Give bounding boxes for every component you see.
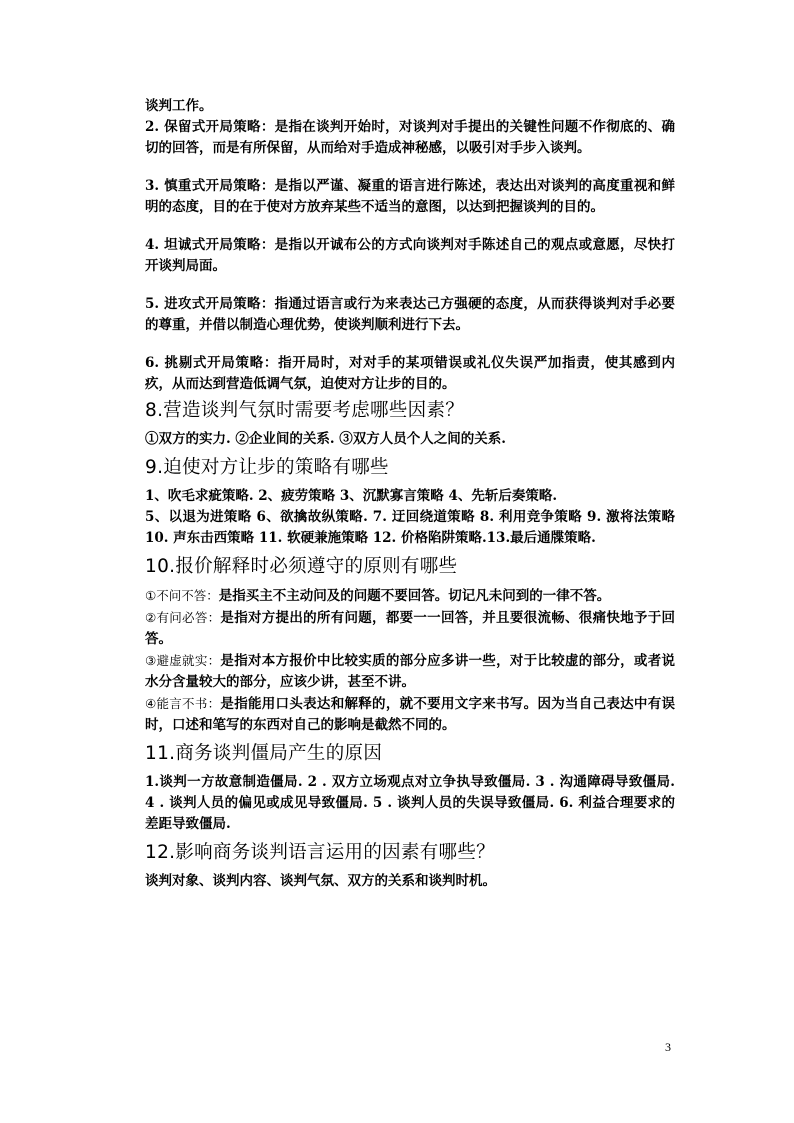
q10-item-4-text: 是指能用口头表达和解释的，就不要用文字来书写。因为当自己表达中有误时，口述和笔写的东西对自己的影响是截然不同的。 (145, 696, 675, 733)
q9-line-1: 1、吹毛求疵策略. 2、疲劳策略 3、沉默寡言策略 4、先斩后奏策略. (145, 488, 558, 504)
q10-item-3-label: ③避虚就实： (145, 653, 221, 668)
strategy-4: 4. 坦诚式开局策略：是指以开诚布公的方式向谈判对手陈述自己的观点或意愿，尽快打开谈判局面。 (145, 237, 675, 274)
q12-answer: 谈判对象、谈判内容、谈判气氛、双方的关系和谈判时机。 (145, 873, 496, 889)
q9-line-2: 5、以退为进策略 6、欲擒故纵策略. 7. 迂回绕道策略 8. 利用竞争策略 9. 激将法策略 10. 声东击西策略 11. 软硬兼施策略 12. 价格陷阱策略.13.最后通牒策略. (145, 509, 675, 546)
strategy-5: 5. 进攻式开局策略：指通过语言或行为来表达己方强硬的态度，从而获得谈判对手必要的尊重，并借以制造心理优势，使谈判顺利进行下去。 (145, 296, 675, 333)
strategy-3: 3. 慎重式开局策略：是指以严谨、凝重的语言进行陈述，表达出对谈判的高度重视和鲜明的态度，目的在于使对方放弃某些不适当的意图，以达到把握谈判的目的。 (145, 178, 675, 215)
strategy-6: 6. 挑剔式开局策略：指开局时，对对手的某项错误或礼仪失误严加指责，使其感到内疚，从而达到营造低调气氛，迫使对方让步的目的。 (145, 355, 675, 392)
q10-item-3 (145, 650, 675, 693)
q10-heading: 10.报价解释时必须遵守的原则有哪些 (145, 556, 458, 577)
q10-item-4 (145, 693, 675, 736)
q8-answer: ①双方的实力. ②企业间的关系. ③双方人员个人之间的关系. (145, 431, 506, 447)
q11-answer: 1.谈判一方故意制造僵局. 2 . 双方立场观点对立争执导致僵局. 3 . 沟通障碍导致僵局. 4 . 谈判人员的偏见或成见导致僵局. 5 . 谈判人员的失误导致僵局. 6. 利益合理要求的差距导致僵局. (145, 774, 675, 832)
q10-item-1-label: ①不问不答： (145, 588, 219, 603)
q10-item-3-text: 是指对本方报价中比较实质的部分应多讲一些，对于比较虚的部分，或者说水分含量较大的部分，应该少讲，甚至不讲。 (145, 653, 675, 690)
page-number: 3 (665, 1040, 671, 1054)
q8-heading: 8.营造谈判气氛时需要考虑哪些因素？ (145, 400, 465, 421)
q10-item-1-text: 是指买主不主动问及的问题不要回答。切记凡未问到的一律不答。 (218, 588, 611, 604)
document-body (145, 96, 675, 892)
q10-item-2-label: ②有问必答： (145, 610, 221, 625)
q9-heading: 9.迫使对方让步的策略有哪些 (145, 457, 389, 478)
intro-tail: 谈判工作。 (145, 98, 213, 114)
strategy-2: 2. 保留式开局策略：是指在谈判开始时，对谈判对手提出的关键性问题不作彻底的、确切的回答，而是有所保留，从而给对手造成神秘感，以吸引对手步入谈判。 (145, 119, 675, 156)
q12-heading: 12.影响商务谈判语言运用的因素有哪些？ (145, 842, 495, 863)
q10-item-2 (145, 607, 675, 650)
q11-heading: 11.商务谈判僵局产生的原因 (145, 743, 383, 764)
q10-item-4-label: ④能言不书： (145, 696, 221, 711)
q10-item-1 (145, 585, 675, 607)
q10-item-2-text: 是指对方提出的所有问题，都要一一回答，并且要很流畅、很痛快地予于回答。 (145, 610, 675, 647)
